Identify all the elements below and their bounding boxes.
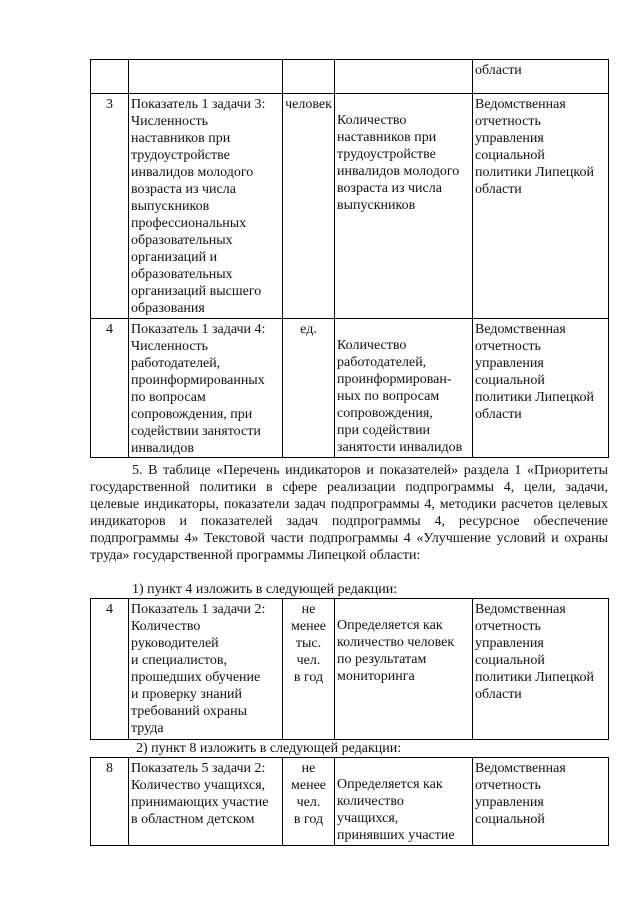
table-cell bbox=[335, 60, 473, 94]
unit-cell: человек bbox=[283, 94, 335, 319]
method-cell: Количество работодателей, проинформирован- ных по вопросам сопровождения, при содействии занятости инвалидов bbox=[335, 319, 473, 458]
unit-cell: ед. bbox=[283, 319, 335, 458]
indicator-cell: Показатель 1 задачи 3: Численность наставников при трудоустройстве инвалидов молодого возраста из числа выпускников профессиональных образовательных организаций и образовательных организаций высшего образования bbox=[129, 94, 283, 319]
table-row bbox=[91, 319, 609, 458]
method-cell: Количество наставников при трудоустройстве инвалидов молодого возраста из числа выпускников bbox=[335, 94, 473, 319]
method-cell: Определяется как количество человек по результатам мониторинга bbox=[335, 599, 473, 740]
row-number: 4 bbox=[91, 319, 129, 458]
table-cell bbox=[91, 60, 129, 94]
indicators-table-3 bbox=[90, 757, 609, 846]
row-number: 3 bbox=[91, 94, 129, 319]
table-row bbox=[91, 758, 609, 846]
table-row bbox=[91, 60, 609, 94]
source-cell: Ведомственная отчетность управления социальной bbox=[473, 758, 609, 846]
indicators-table-1 bbox=[90, 59, 609, 458]
indicators-table-2 bbox=[90, 598, 609, 740]
row-number: 4 bbox=[91, 599, 129, 740]
table-cell bbox=[283, 60, 335, 94]
method-cell: Определяется как количество учащихся, принявших участие bbox=[335, 758, 473, 846]
unit-cell: не менее тыс. чел. в год bbox=[283, 599, 335, 740]
table-cell: области bbox=[473, 60, 609, 94]
table-cell bbox=[129, 60, 283, 94]
item-1-text: 1) пункт 4 изложить в следующей редакции: bbox=[132, 582, 398, 597]
paragraph-5: 5. В таблице «Перечень индикаторов и показателей» раздела 1 «Приоритеты государственной политики в сфере реализации подпрограммы 4, цели, задачи, целевые индикаторы, показатели задач подпрограммы 4, методики расчетов целевых индикаторов и показателей задач подпрограммы 4, ресурсное обеспечение подпрограммы 4» Текстовой части подпрограммы 4 «Улучшение условий и охраны труда» государственной программы Липецкой области: bbox=[90, 463, 608, 563]
indicator-cell: Показатель 5 задачи 2: Количество учащихся, принимающих участие в областном детском bbox=[129, 758, 283, 846]
indicator-cell: Показатель 1 задачи 4: Численность работодателей, проинформированных по вопросам сопровождения, при содействии занятости инвалидов bbox=[129, 319, 283, 458]
unit-cell: не менее чел. в год bbox=[283, 758, 335, 846]
source-cell: Ведомственная отчетность управления социальной политики Липецкой области bbox=[473, 599, 609, 740]
row-number: 8 bbox=[91, 758, 129, 846]
source-cell: Ведомственная отчетность управления социальной политики Липецкой области bbox=[473, 319, 609, 458]
source-cell: Ведомственная отчетность управления социальной политики Липецкой области bbox=[473, 94, 609, 319]
indicator-cell: Показатель 1 задачи 2: Количество руководителей и специалистов, прошедших обучение и проверку знаний требований охраны труда bbox=[129, 599, 283, 740]
table-row bbox=[91, 599, 609, 740]
item-2-text: 2) пункт 8 изложить в следующей редакции: bbox=[136, 741, 402, 756]
table-row bbox=[91, 94, 609, 319]
